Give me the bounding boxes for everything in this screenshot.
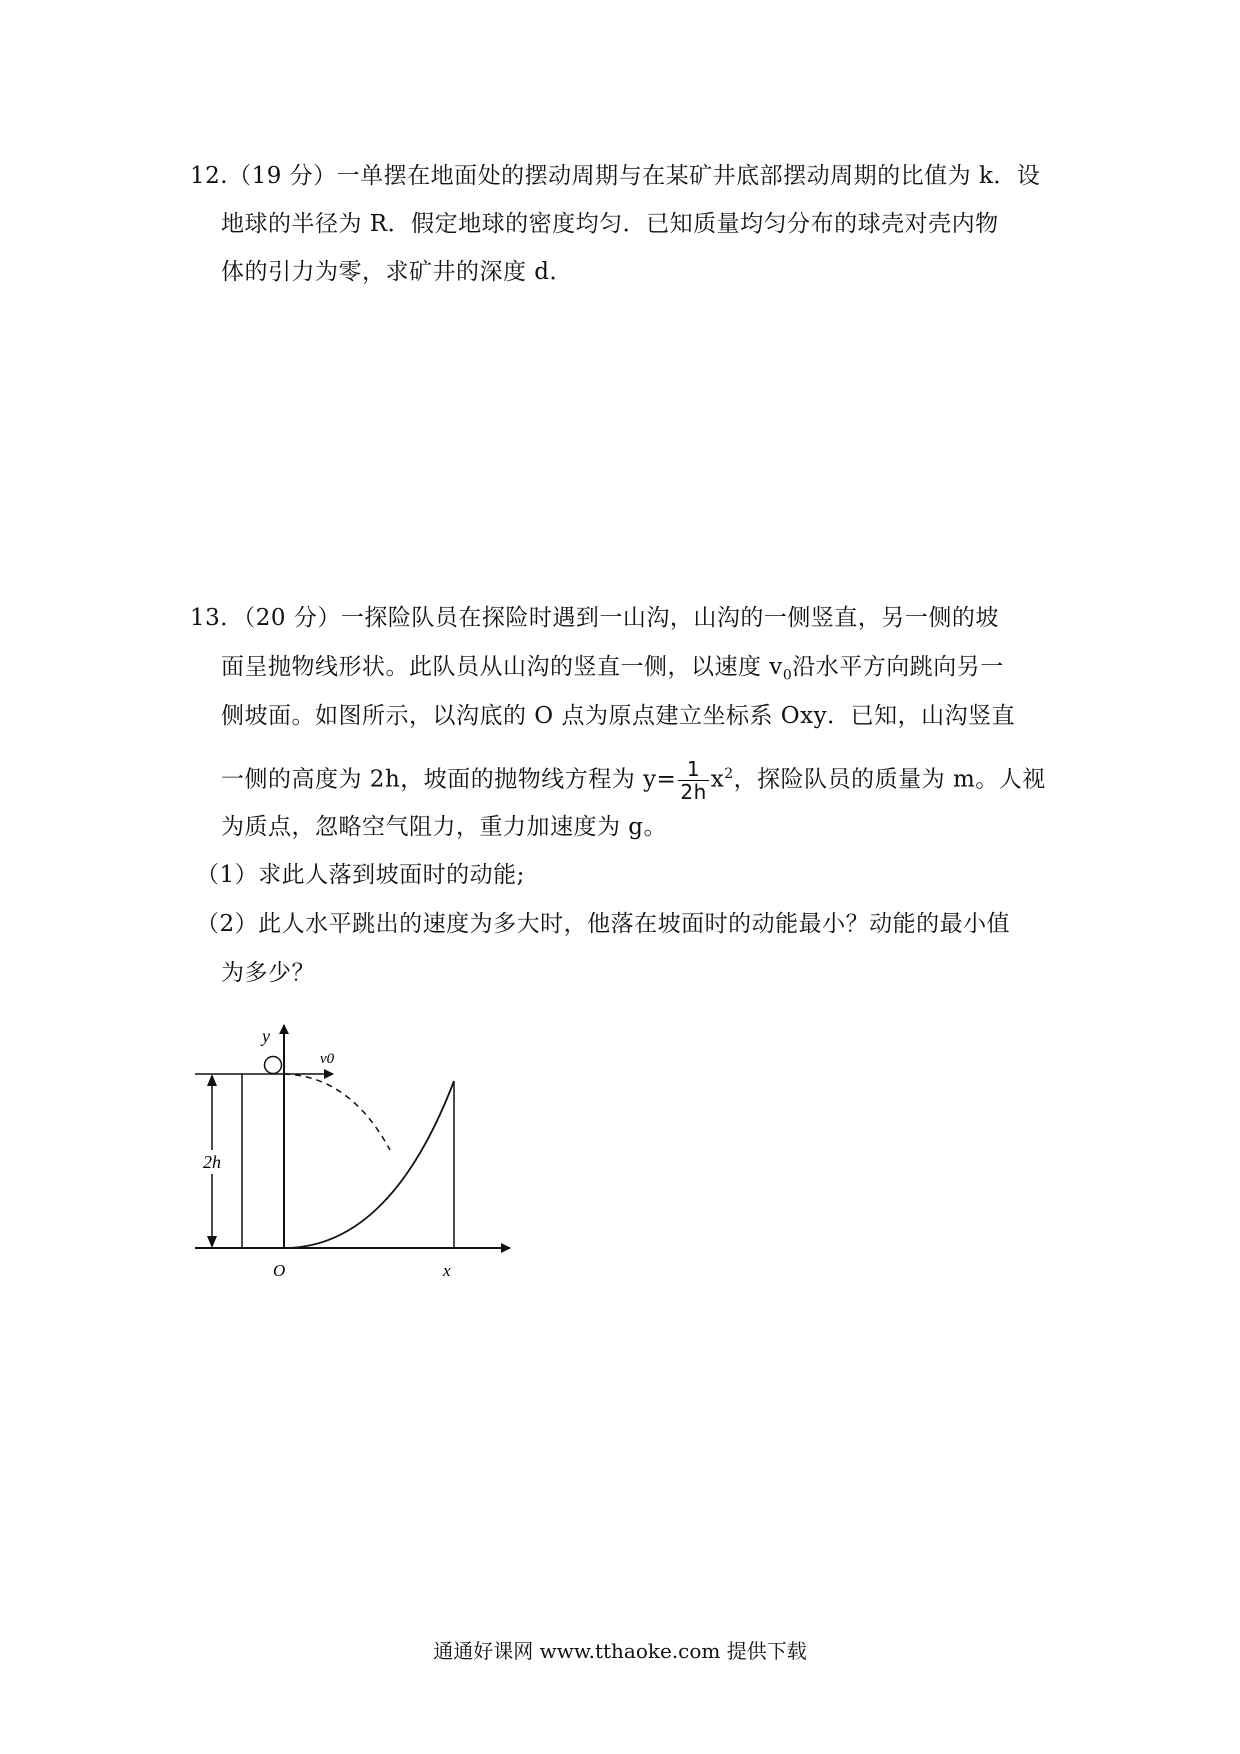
- q12-line-1: 12.（19 分）一单摆在地面处的摆动周期与在某矿井底部摆动周期的比值为 k．设: [190, 163, 1041, 189]
- q13-line-4-b: x: [710, 766, 725, 793]
- y-axis-label: y: [262, 1026, 270, 1046]
- q13-subquestion-2-cont: 为多少？: [221, 960, 315, 986]
- height-arrow-up-icon: [207, 1074, 217, 1086]
- ball-icon: [265, 1057, 282, 1074]
- velocity-label: v0: [320, 1051, 335, 1067]
- v0-subscript: 0: [782, 667, 793, 684]
- fraction-numerator: 1: [678, 758, 708, 781]
- q12-line-3: 体的引力为零，求矿井的深度 d．: [221, 259, 574, 285]
- fraction-denominator: 2h: [680, 780, 707, 805]
- height-arrow-down-icon: [207, 1236, 217, 1248]
- q13-line-4-a: 一侧的高度为 2h，坡面的抛物线方程为 y=: [221, 766, 677, 793]
- q13-line-4-c: ，探险队员的质量为 m。人视: [733, 766, 1046, 793]
- height-label: 2h: [203, 1152, 221, 1172]
- parabola-slope-curve: [284, 1081, 454, 1248]
- page-footer: 通通好课网 www.tthaoke.com 提供下载: [433, 1639, 807, 1663]
- q13-subquestion-1: （1）求此人落到坡面时的动能;: [196, 862, 525, 888]
- q12-line-2: 地球的半径为 R．假定地球的密度均匀．已知质量均匀分布的球壳对壳内物: [221, 211, 999, 237]
- q13-line-3: 侧坡面。如图所示，以沟底的 O 点为原点建立坐标系 Oxy．已知，山沟竖直: [221, 703, 1016, 729]
- fraction: [678, 758, 708, 803]
- ravine-figure: [190, 1010, 540, 1285]
- trajectory-dashed-curve: [284, 1074, 390, 1150]
- q13-line-2: [221, 651, 1004, 692]
- origin-label: O: [273, 1261, 286, 1280]
- x-squared-exponent: 2: [724, 766, 734, 782]
- q13-line-5: 为质点，忽略空气阻力，重力加速度为 g。: [221, 814, 668, 840]
- q13-subquestion-2: （2）此人水平跳出的速度为多大时，他落在坡面时的动能最小？动能的最小值: [196, 911, 1011, 937]
- q13-line-4: [221, 749, 1046, 805]
- q13-line-2-a: 面呈抛物线形状。此队员从山沟的竖直一侧，以速度 v: [221, 654, 783, 680]
- q13-line-1: 13．（20 分）一探险队员在探险时遇到一山沟，山沟的一侧竖直，另一侧的坡: [190, 605, 999, 631]
- x-axis-label: x: [443, 1261, 451, 1280]
- q13-line-2-b: 沿水平方向跳向另一: [792, 654, 1004, 680]
